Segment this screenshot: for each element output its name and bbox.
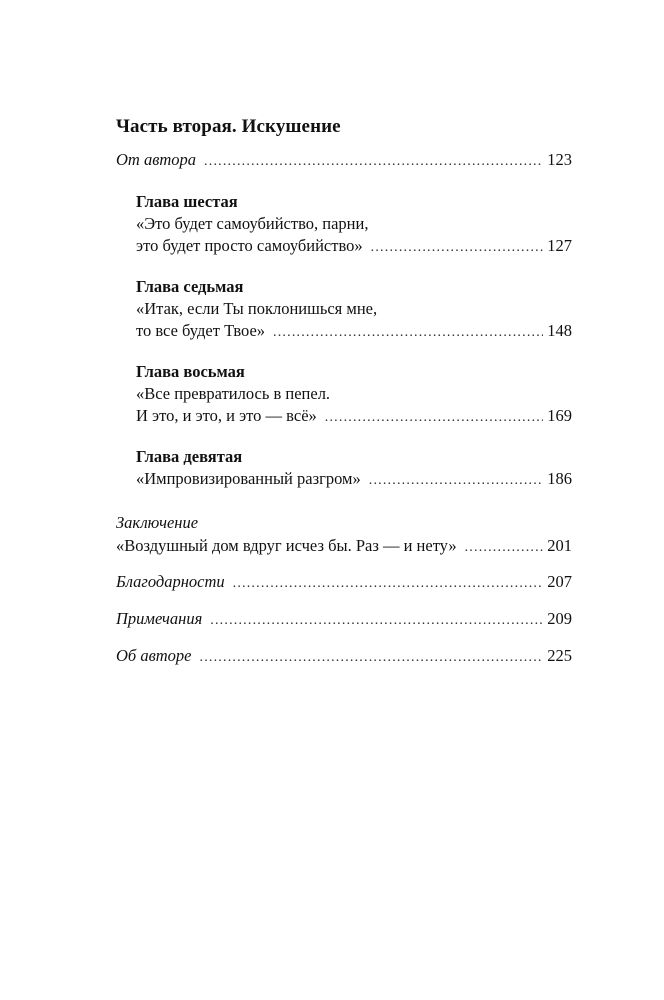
- toc-page-number: 123: [547, 150, 572, 169]
- toc-entry-conclusion[interactable]: [116, 536, 572, 558]
- leader-dots: [371, 238, 544, 258]
- toc-entry-from-author[interactable]: [116, 150, 572, 172]
- leader-dots: [200, 648, 544, 668]
- chapter-6-heading: Глава шестая: [136, 192, 238, 211]
- conclusion-title: «Воздушный дом вдруг исчез бы. Раз — и нету»: [116, 536, 457, 555]
- part-title: Часть вторая. Искушение: [116, 116, 341, 137]
- toc-page-number: 201: [547, 536, 572, 555]
- toc-page-number: 127: [547, 236, 572, 255]
- toc-entry-chapter-9[interactable]: [136, 469, 572, 491]
- chapter-6-title-line1: «Это будет самоубийство, парни,: [136, 214, 369, 233]
- chapter-7-heading: Глава седьмая: [136, 277, 244, 296]
- chapter-7-title-line2: то все будет Твое»: [136, 321, 266, 340]
- leader-dots: [273, 323, 543, 343]
- toc-entry-label: Благодарности: [116, 572, 225, 591]
- toc-entry-chapter-8[interactable]: [136, 406, 572, 428]
- chapter-8-heading: Глава восьмая: [136, 362, 245, 381]
- toc-page-number: 169: [547, 406, 572, 425]
- leader-dots: [465, 538, 544, 558]
- toc-entry-chapter-6[interactable]: [136, 236, 572, 258]
- toc-page-number: 225: [547, 646, 572, 665]
- toc-page-number: 209: [547, 609, 572, 628]
- chapter-9-heading: Глава девятая: [136, 447, 243, 466]
- leader-dots: [369, 471, 544, 491]
- toc-entry-label: От автора: [116, 150, 197, 169]
- toc-entry-label: Об авторе: [116, 646, 192, 665]
- chapter-6-title-line2: это будет просто самоубийство»: [136, 236, 363, 255]
- conclusion-label: Заключение: [116, 513, 199, 532]
- chapter-9-title: «Импровизированный разгром»: [136, 469, 361, 488]
- toc-entry-chapter-7[interactable]: [136, 321, 572, 343]
- toc-entry-label: Примечания: [116, 609, 203, 628]
- toc-page-number: 148: [547, 321, 572, 340]
- toc-page-number: 186: [547, 469, 572, 488]
- toc-page-number: 207: [547, 572, 572, 591]
- toc-entry-acknowledgements[interactable]: [116, 572, 572, 594]
- chapter-7-title-line1: «Итак, если Ты поклонишься мне,: [136, 299, 378, 318]
- chapter-8-title-line1: «Все превратилось в пепел.: [136, 384, 331, 403]
- leader-dots: [233, 574, 544, 594]
- leader-dots: [325, 408, 543, 428]
- toc-entry-notes[interactable]: [116, 609, 572, 631]
- toc-entry-about-author[interactable]: [116, 646, 572, 668]
- leader-dots: [210, 611, 543, 631]
- chapter-8-title-line2: И это, и это, и это — всё»: [136, 406, 317, 425]
- leader-dots: [204, 152, 543, 172]
